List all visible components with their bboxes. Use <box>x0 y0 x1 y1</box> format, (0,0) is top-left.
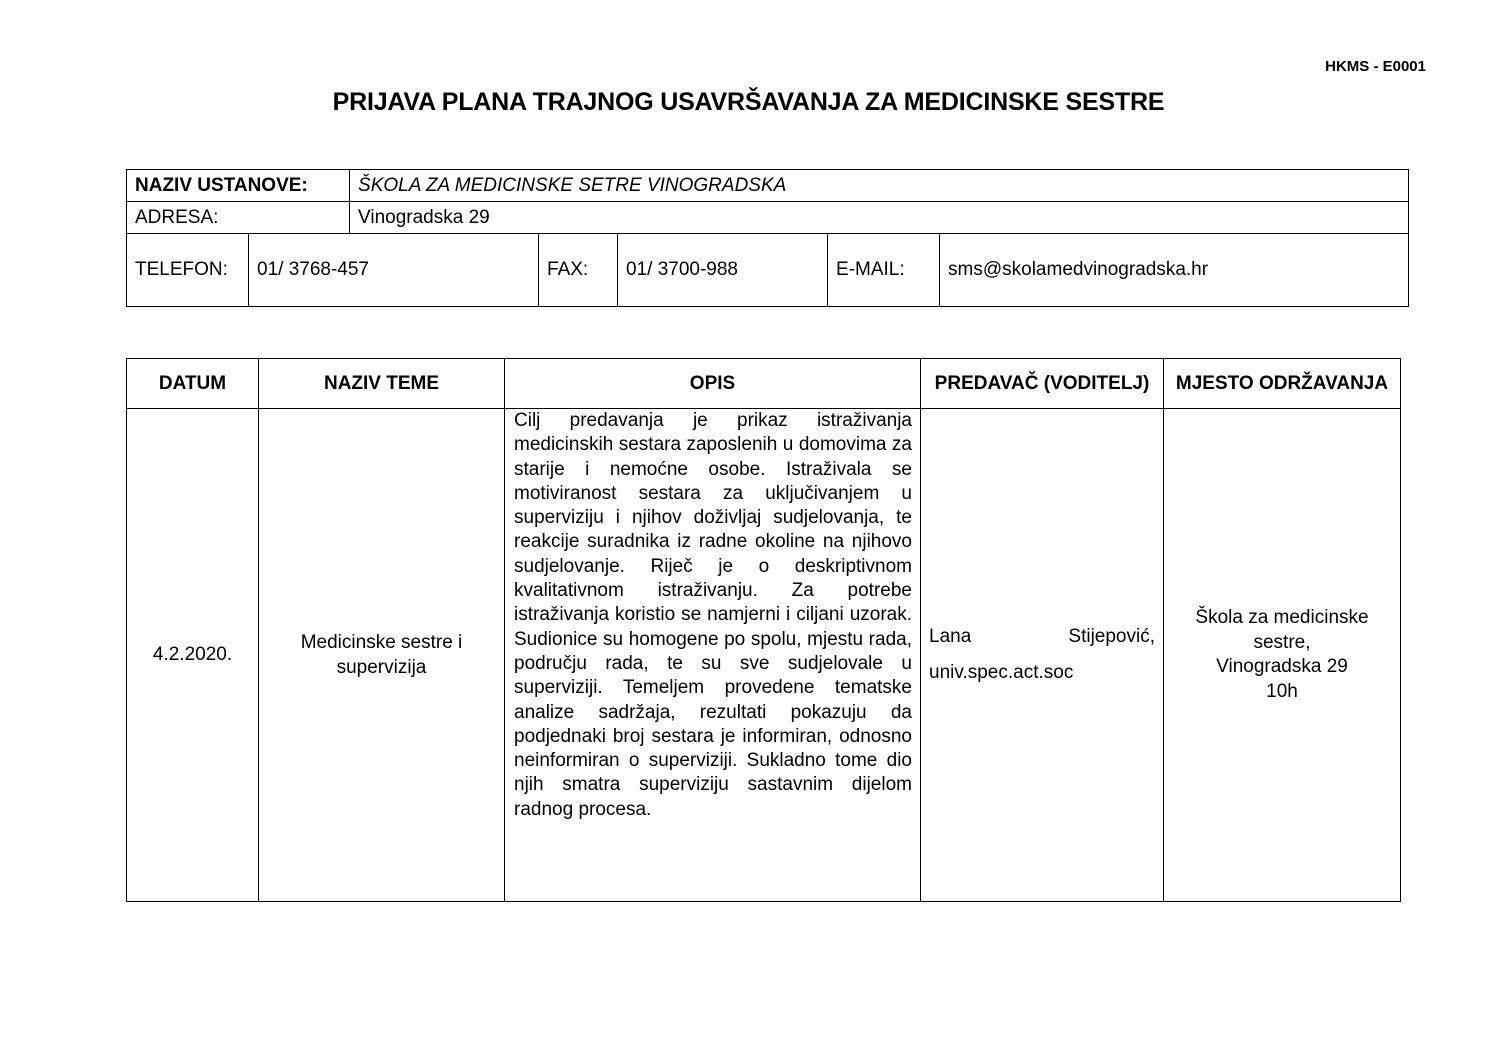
document-title: PRIJAVA PLANA TRAJNOG USAVRŠAVANJA ZA MEDICINSKE SESTRE <box>332 88 1165 116</box>
table-row <box>127 409 1401 902</box>
cell-mjesto <box>1164 409 1401 902</box>
opis-text: Cilj predavanja je prikaz istraživanja medicinskih sestara zaposlenih u domovima za starije i nemoćne osobe. Istraživala se motiviranost sestara za uključivanjem u superviziju i njihov doživljaj sudjelovanja, te reakcije suradnika iz radne okoline na njihovo sudjelovanje. Riječ je o deskriptivnom kvalitativnom istraživanju. Za potrebe istraživanja koristio se namjerni i ciljani uzorak. Sudionice su homogene po spolu, mjestu rada, području rada, te su sve sudjelovale u superviziji. Temeljem provedene tematske analize sadržaja, rezultati pokazuju da podjednaki broj sestara je informiran, odnosno neinformiran o superviziji. Sukladno tome dio njih smatra superviziju sastavnim dijelom radnog procesa. <box>514 410 912 820</box>
cell-datum: 4.2.2020. <box>127 409 259 902</box>
institution-table <box>126 169 1409 307</box>
institution-name-row <box>127 170 1409 202</box>
address-value: Vinogradska 29 <box>350 202 1409 234</box>
mjesto-line-2: Vinogradska 29 <box>1216 656 1348 677</box>
plan-header-row <box>127 359 1401 409</box>
header-datum: DATUM <box>127 359 259 409</box>
plan-table <box>126 358 1401 902</box>
email-value: sms@skolamedvinogradska.hr <box>940 234 1409 307</box>
institution-name-label: NAZIV USTANOVE: <box>127 170 350 202</box>
fax-value: 01/ 3700-988 <box>618 234 828 307</box>
cell-opis <box>505 409 921 902</box>
institution-contact-row <box>127 234 1409 307</box>
header-mjesto: MJESTO ODRŽAVANJA <box>1164 359 1401 409</box>
cell-predavac: Lana Stijepović, univ.spec.act.soc <box>921 409 1164 902</box>
document-code: HKMS - E0001 <box>1325 58 1426 75</box>
cell-naziv-teme: Medicinske sestre i supervizija <box>259 409 505 902</box>
mjesto-line-3: 10h <box>1266 680 1298 702</box>
header-predavac: PREDAVAČ (VODITELJ) <box>921 359 1164 409</box>
institution-name-value: ŠKOLA ZA MEDICINSKE SETRE VINOGRADSKA <box>350 170 1409 202</box>
fax-label: FAX: <box>539 234 618 307</box>
address-label: ADRESA: <box>127 202 350 234</box>
header-opis: OPIS <box>505 359 921 409</box>
institution-address-row <box>127 202 1409 234</box>
phone-label: TELEFON: <box>127 234 249 307</box>
header-naziv-teme: NAZIV TEME <box>259 359 505 409</box>
mjesto-line-1: Škola za medicinske sestre, <box>1195 607 1369 653</box>
email-label: E-MAIL: <box>828 234 940 307</box>
phone-value: 01/ 3768-457 <box>249 234 539 307</box>
